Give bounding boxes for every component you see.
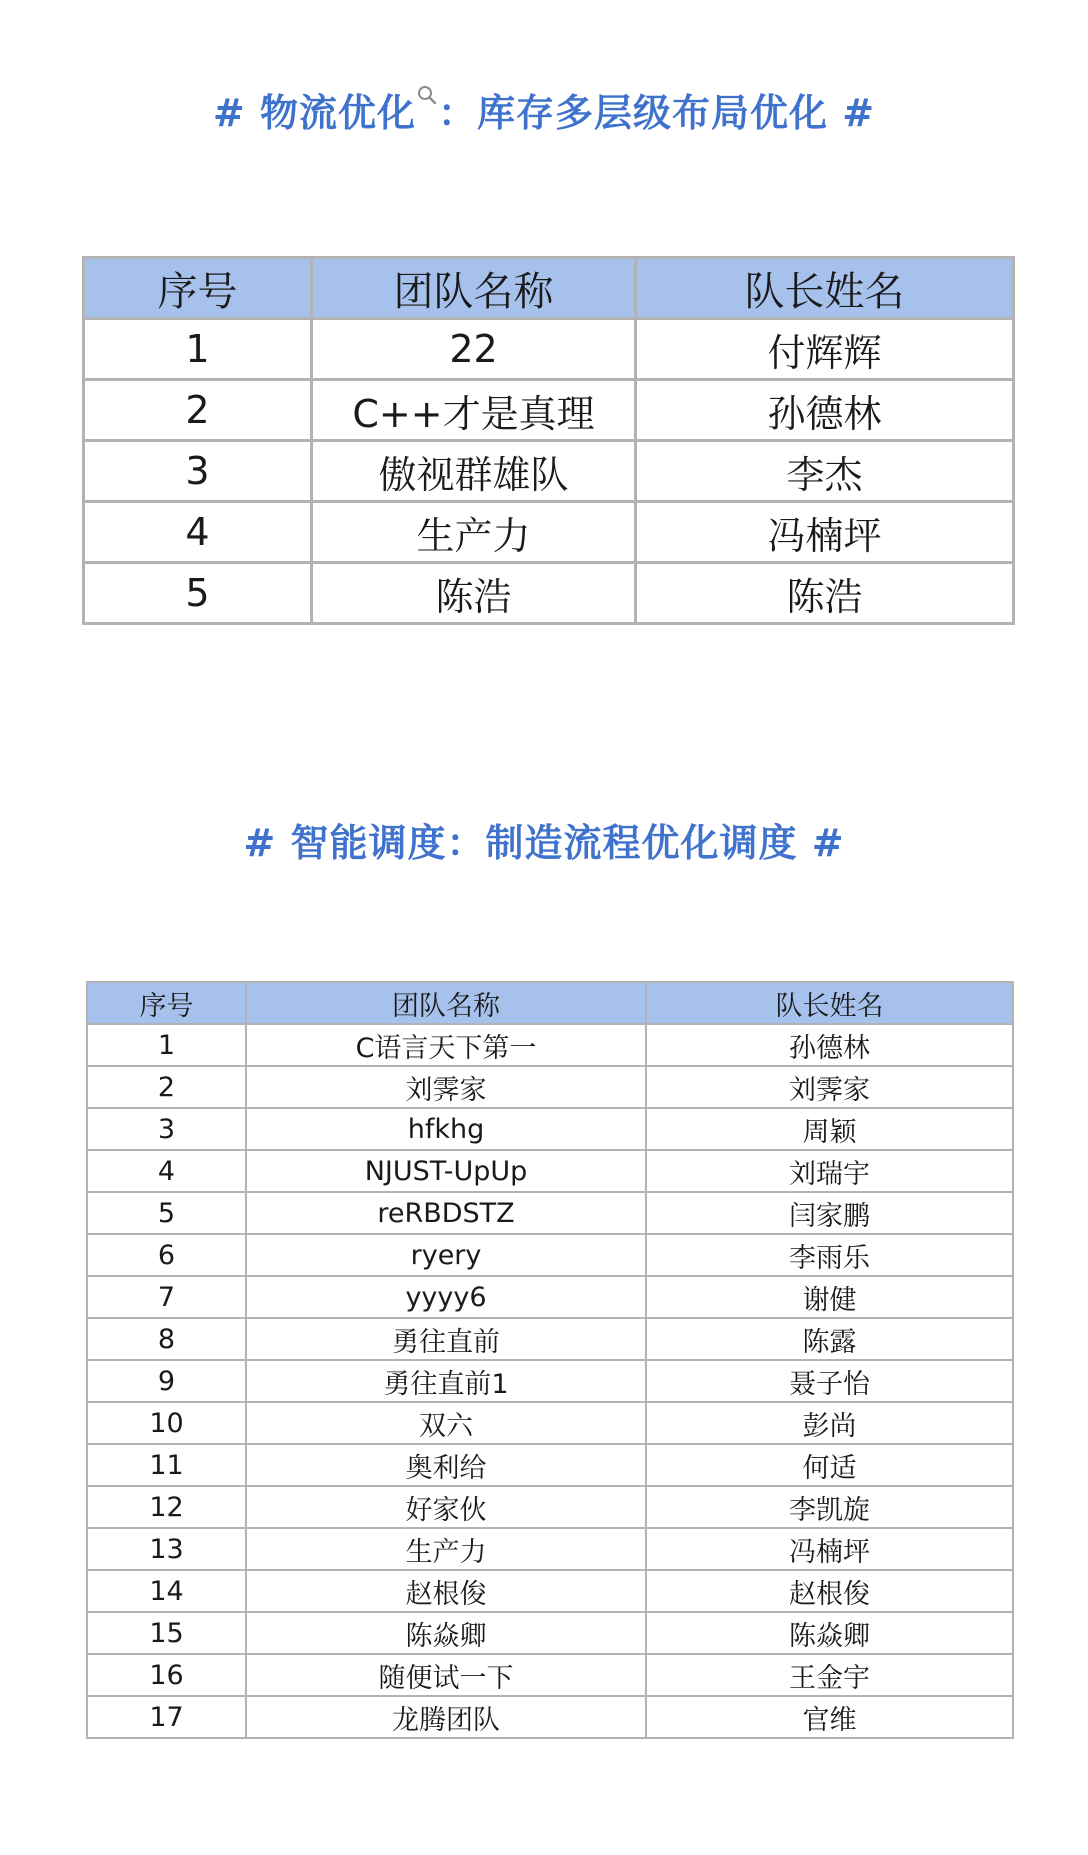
cell-captain-name: 孙德林 — [646, 1024, 1013, 1066]
cell-team-name: 22 — [312, 319, 636, 380]
cell-index: 11 — [87, 1444, 246, 1486]
cell-captain-name: 谢健 — [646, 1276, 1013, 1318]
section-title-logistics-suffix: ：库存多层级布局优化 # — [438, 91, 876, 135]
cell-index: 13 — [87, 1528, 246, 1570]
column-header-team-name: 团队名称 — [246, 982, 646, 1024]
cell-team-name: C++才是真理 — [312, 380, 636, 441]
cell-team-name: reRBDSTZ — [246, 1192, 646, 1234]
cell-index: 2 — [87, 1066, 246, 1108]
cell-team-name: 陈焱卿 — [246, 1612, 646, 1654]
cell-captain-name: 李雨乐 — [646, 1234, 1013, 1276]
cell-team-name: 傲视群雄队 — [312, 441, 636, 502]
cell-team-name: 赵根俊 — [246, 1570, 646, 1612]
cell-captain-name: 李凯旋 — [646, 1486, 1013, 1528]
cell-team-name: 生产力 — [312, 502, 636, 563]
cell-index: 5 — [84, 563, 312, 624]
cell-index: 9 — [87, 1360, 246, 1402]
cell-captain-name: 周颖 — [646, 1108, 1013, 1150]
cell-index: 14 — [87, 1570, 246, 1612]
cell-index: 4 — [87, 1150, 246, 1192]
section-title-scheduling: # 智能调度：制造流程优化调度 # — [243, 821, 845, 865]
cell-team-name: 刘霁家 — [246, 1066, 646, 1108]
cell-index: 6 — [87, 1234, 246, 1276]
column-header-captain-name: 队长姓名 — [636, 258, 1014, 319]
cell-team-name: 随便试一下 — [246, 1654, 646, 1696]
cell-team-name: 好家伙 — [246, 1486, 646, 1528]
cell-captain-name: 闫家鹏 — [646, 1192, 1013, 1234]
cell-captain-name: 陈露 — [646, 1318, 1013, 1360]
column-header-team-name: 团队名称 — [312, 258, 636, 319]
cell-team-name: 勇往直前1 — [246, 1360, 646, 1402]
table-row — [87, 1486, 1013, 1528]
column-header-index: 序号 — [87, 982, 246, 1024]
cell-captain-name: 付辉辉 — [636, 319, 1014, 380]
cell-team-name: NJUST-UpUp — [246, 1150, 646, 1192]
table-row — [87, 1654, 1013, 1696]
cell-index: 16 — [87, 1654, 246, 1696]
section-title-logistics-prefix: # 物流优化 — [212, 91, 416, 135]
cell-team-name: 双六 — [246, 1402, 646, 1444]
table-row — [84, 563, 1014, 624]
cell-index: 15 — [87, 1612, 246, 1654]
table-row — [87, 1570, 1013, 1612]
table-header-row — [87, 982, 1013, 1024]
cell-team-name: 勇往直前 — [246, 1318, 646, 1360]
cell-captain-name: 李杰 — [636, 441, 1014, 502]
cell-team-name: ryery — [246, 1234, 646, 1276]
table-row — [87, 1402, 1013, 1444]
table-row — [87, 1024, 1013, 1066]
column-header-captain-name: 队长姓名 — [646, 982, 1013, 1024]
cell-captain-name: 孙德林 — [636, 380, 1014, 441]
cell-captain-name: 冯楠坪 — [636, 502, 1014, 563]
table-row — [87, 1612, 1013, 1654]
cell-captain-name: 赵根俊 — [646, 1570, 1013, 1612]
cell-index: 17 — [87, 1696, 246, 1738]
cell-index: 4 — [84, 502, 312, 563]
cell-captain-name: 刘霁家 — [646, 1066, 1013, 1108]
cell-index: 12 — [87, 1486, 246, 1528]
cell-index: 3 — [84, 441, 312, 502]
table-header-row — [84, 258, 1014, 319]
table-row — [87, 1696, 1013, 1738]
cell-team-name: hfkhg — [246, 1108, 646, 1150]
table-row — [84, 319, 1014, 380]
cell-team-name: 龙腾团队 — [246, 1696, 646, 1738]
cell-team-name: yyyy6 — [246, 1276, 646, 1318]
cell-index: 8 — [87, 1318, 246, 1360]
cell-team-name: 生产力 — [246, 1528, 646, 1570]
cell-index: 1 — [87, 1024, 246, 1066]
cell-index: 10 — [87, 1402, 246, 1444]
cell-captain-name: 冯楠坪 — [646, 1528, 1013, 1570]
cell-captain-name: 何适 — [646, 1444, 1013, 1486]
cell-captain-name: 刘瑞宇 — [646, 1150, 1013, 1192]
table-row — [84, 441, 1014, 502]
cell-index: 1 — [84, 319, 312, 380]
table-row — [87, 1192, 1013, 1234]
cell-index: 3 — [87, 1108, 246, 1150]
cell-captain-name: 彭尚 — [646, 1402, 1013, 1444]
table-row — [87, 1318, 1013, 1360]
cell-team-name: 陈浩 — [312, 563, 636, 624]
cell-captain-name: 聂子怡 — [646, 1360, 1013, 1402]
cell-captain-name: 陈浩 — [636, 563, 1014, 624]
table-row — [87, 1066, 1013, 1108]
search-icon[interactable] — [416, 88, 438, 118]
cell-team-name: C语言天下第一 — [246, 1024, 646, 1066]
section-title-logistics — [0, 88, 1088, 138]
team-table-scheduling — [86, 981, 1014, 1739]
cell-index: 5 — [87, 1192, 246, 1234]
table-row — [87, 1360, 1013, 1402]
table-row — [87, 1276, 1013, 1318]
table-row — [84, 502, 1014, 563]
table-row — [87, 1108, 1013, 1150]
cell-team-name: 奥利给 — [246, 1444, 646, 1486]
cell-index: 2 — [84, 380, 312, 441]
table-row — [87, 1444, 1013, 1486]
team-table-logistics — [82, 256, 1015, 625]
cell-captain-name: 王金宇 — [646, 1654, 1013, 1696]
cell-captain-name: 陈焱卿 — [646, 1612, 1013, 1654]
cell-index: 7 — [87, 1276, 246, 1318]
column-header-index: 序号 — [84, 258, 312, 319]
table-row — [87, 1150, 1013, 1192]
table-row — [84, 380, 1014, 441]
table-row — [87, 1234, 1013, 1276]
cell-captain-name: 官维 — [646, 1696, 1013, 1738]
table-row — [87, 1528, 1013, 1570]
